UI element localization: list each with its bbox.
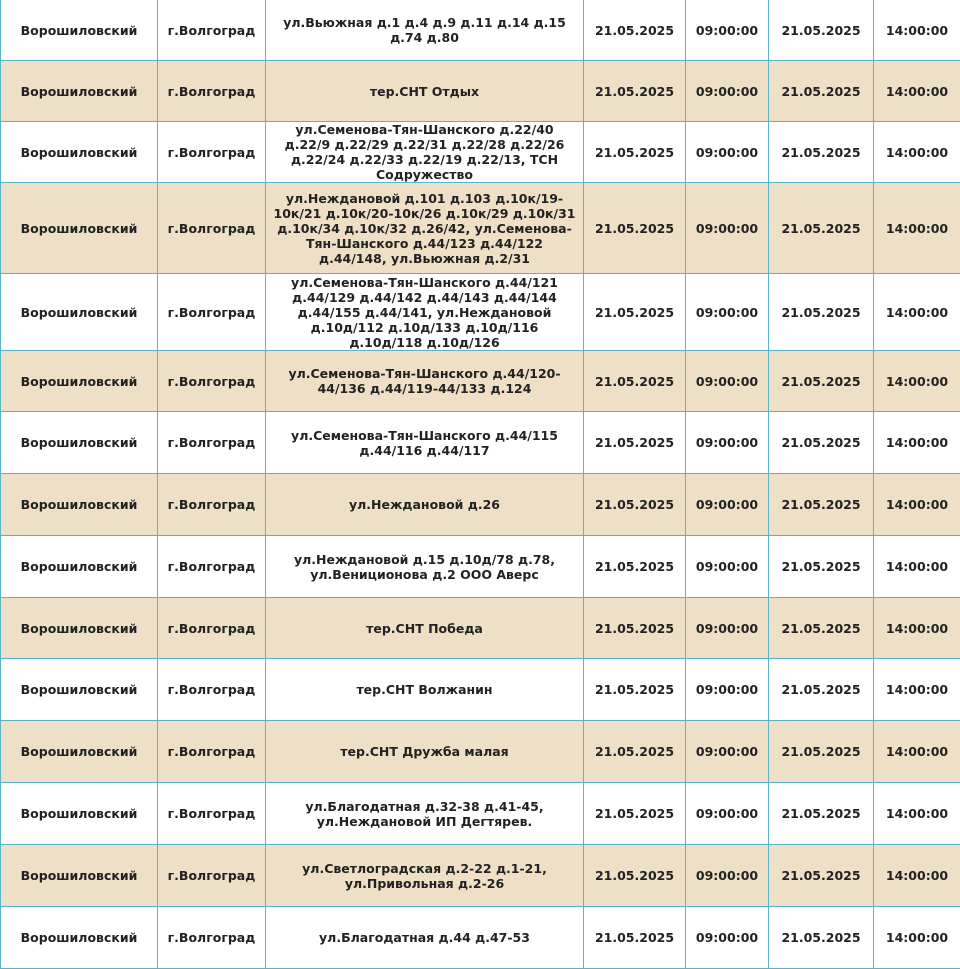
table-row — [1, 122, 960, 183]
start-time-cell: 09:00:00 — [686, 412, 769, 474]
table-row — [1, 783, 960, 845]
start-date-cell: 21.05.2025 — [584, 659, 686, 721]
start-date-cell: 21.05.2025 — [584, 0, 686, 61]
start-time-cell: 09:00:00 — [686, 598, 769, 659]
address-cell: ул.Благодатная д.44 д.47-53 — [266, 907, 584, 969]
city-cell: г.Волгоград — [158, 61, 266, 122]
start-date-cell: 21.05.2025 — [584, 474, 686, 536]
end-time-cell: 14:00:00 — [874, 412, 960, 474]
start-time-cell: 09:00:00 — [686, 61, 769, 122]
district-cell: Ворошиловский — [1, 845, 158, 907]
start-date-cell: 21.05.2025 — [584, 721, 686, 783]
end-date-cell: 21.05.2025 — [769, 721, 874, 783]
address-cell: ул.Неждановой д.101 д.103 д.10к/19-10к/21 д.10к/20-10к/26 д.10к/29 д.10к/31 д.10к/34 д.10к/32 д.26/42, ул.Семенова-Тян-Шанского д.44/123 д.44/122 д.44/148, ул.Вьюжная д.2/31 — [266, 183, 584, 274]
start-date-cell: 21.05.2025 — [584, 351, 686, 412]
address-cell: ул.Семенова-Тян-Шанского д.44/120-44/136 д.44/119-44/133 д.124 — [266, 351, 584, 412]
city-cell: г.Волгоград — [158, 907, 266, 969]
city-cell: г.Волгоград — [158, 783, 266, 845]
end-date-cell: 21.05.2025 — [769, 183, 874, 274]
district-cell: Ворошиловский — [1, 598, 158, 659]
city-cell: г.Волгоград — [158, 721, 266, 783]
address-cell: ул.Неждановой д.26 — [266, 474, 584, 536]
district-cell: Ворошиловский — [1, 659, 158, 721]
district-cell: Ворошиловский — [1, 0, 158, 61]
end-time-cell: 14:00:00 — [874, 61, 960, 122]
start-time-cell: 09:00:00 — [686, 721, 769, 783]
start-date-cell: 21.05.2025 — [584, 598, 686, 659]
start-date-cell: 21.05.2025 — [584, 536, 686, 598]
district-cell: Ворошиловский — [1, 536, 158, 598]
end-date-cell: 21.05.2025 — [769, 783, 874, 845]
start-date-cell: 21.05.2025 — [584, 783, 686, 845]
end-date-cell: 21.05.2025 — [769, 412, 874, 474]
end-date-cell: 21.05.2025 — [769, 0, 874, 61]
end-date-cell: 21.05.2025 — [769, 474, 874, 536]
address-cell: ул.Неждановой д.15 д.10д/78 д.78, ул.Вениционова д.2 ООО Аверс — [266, 536, 584, 598]
end-time-cell: 14:00:00 — [874, 783, 960, 845]
city-cell: г.Волгоград — [158, 412, 266, 474]
city-cell: г.Волгоград — [158, 0, 266, 61]
end-time-cell: 14:00:00 — [874, 351, 960, 412]
table-row — [1, 721, 960, 783]
city-cell: г.Волгоград — [158, 536, 266, 598]
table-row — [1, 659, 960, 721]
district-cell: Ворошиловский — [1, 351, 158, 412]
end-date-cell: 21.05.2025 — [769, 122, 874, 183]
end-time-cell: 14:00:00 — [874, 274, 960, 351]
end-date-cell: 21.05.2025 — [769, 845, 874, 907]
start-time-cell: 09:00:00 — [686, 183, 769, 274]
city-cell: г.Волгоград — [158, 274, 266, 351]
start-time-cell: 09:00:00 — [686, 659, 769, 721]
start-date-cell: 21.05.2025 — [584, 122, 686, 183]
start-time-cell: 09:00:00 — [686, 783, 769, 845]
end-time-cell: 14:00:00 — [874, 907, 960, 969]
table-row — [1, 274, 960, 351]
table-row — [1, 536, 960, 598]
city-cell: г.Волгоград — [158, 598, 266, 659]
start-time-cell: 09:00:00 — [686, 274, 769, 351]
district-cell: Ворошиловский — [1, 907, 158, 969]
city-cell: г.Волгоград — [158, 183, 266, 274]
table-row — [1, 183, 960, 274]
end-date-cell: 21.05.2025 — [769, 659, 874, 721]
table-row — [1, 598, 960, 659]
address-cell: тер.СНТ Отдых — [266, 61, 584, 122]
address-cell: ул.Вьюжная д.1 д.4 д.9 д.11 д.14 д.15 д.74 д.80 — [266, 0, 584, 61]
end-time-cell: 14:00:00 — [874, 659, 960, 721]
start-date-cell: 21.05.2025 — [584, 845, 686, 907]
table-row — [1, 0, 960, 61]
city-cell: г.Волгоград — [158, 659, 266, 721]
start-time-cell: 09:00:00 — [686, 122, 769, 183]
city-cell: г.Волгоград — [158, 845, 266, 907]
end-date-cell: 21.05.2025 — [769, 61, 874, 122]
start-time-cell: 09:00:00 — [686, 845, 769, 907]
end-time-cell: 14:00:00 — [874, 0, 960, 61]
end-date-cell: 21.05.2025 — [769, 274, 874, 351]
district-cell: Ворошиловский — [1, 783, 158, 845]
table-row — [1, 61, 960, 122]
start-time-cell: 09:00:00 — [686, 351, 769, 412]
address-cell: ул.Семенова-Тян-Шанского д.44/121 д.44/129 д.44/142 д.44/143 д.44/144 д.44/155 д.44/141, ул.Неждановой д.10д/112 д.10д/133 д.10д/116 д.10д/118 д.10д/126 — [266, 274, 584, 351]
end-time-cell: 14:00:00 — [874, 598, 960, 659]
district-cell: Ворошиловский — [1, 474, 158, 536]
district-cell: Ворошиловский — [1, 61, 158, 122]
address-cell: тер.СНТ Победа — [266, 598, 584, 659]
end-time-cell: 14:00:00 — [874, 122, 960, 183]
address-cell: тер.СНТ Волжанин — [266, 659, 584, 721]
start-time-cell: 09:00:00 — [686, 474, 769, 536]
district-cell: Ворошиловский — [1, 412, 158, 474]
end-time-cell: 14:00:00 — [874, 845, 960, 907]
end-date-cell: 21.05.2025 — [769, 598, 874, 659]
end-time-cell: 14:00:00 — [874, 183, 960, 274]
start-date-cell: 21.05.2025 — [584, 61, 686, 122]
end-date-cell: 21.05.2025 — [769, 907, 874, 969]
address-cell: ул.Светлоградская д.2-22 д.1-21, ул.Привольная д.2-26 — [266, 845, 584, 907]
address-cell: ул.Семенова-Тян-Шанского д.22/40 д.22/9 д.22/29 д.22/31 д.22/28 д.22/26 д.22/24 д.22/33 д.22/19 д.22/13, ТСН Содружество — [266, 122, 584, 183]
start-date-cell: 21.05.2025 — [584, 274, 686, 351]
district-cell: Ворошиловский — [1, 122, 158, 183]
table-row — [1, 351, 960, 412]
address-cell: тер.СНТ Дружба малая — [266, 721, 584, 783]
end-time-cell: 14:00:00 — [874, 474, 960, 536]
table-row — [1, 907, 960, 969]
start-time-cell: 09:00:00 — [686, 0, 769, 61]
district-cell: Ворошиловский — [1, 183, 158, 274]
start-date-cell: 21.05.2025 — [584, 183, 686, 274]
end-time-cell: 14:00:00 — [874, 721, 960, 783]
start-date-cell: 21.05.2025 — [584, 412, 686, 474]
end-date-cell: 21.05.2025 — [769, 351, 874, 412]
city-cell: г.Волгоград — [158, 351, 266, 412]
address-cell: ул.Благодатная д.32-38 д.41-45, ул.Неждановой ИП Дегтярев. — [266, 783, 584, 845]
end-date-cell: 21.05.2025 — [769, 536, 874, 598]
table-row — [1, 412, 960, 474]
start-date-cell: 21.05.2025 — [584, 907, 686, 969]
district-cell: Ворошиловский — [1, 274, 158, 351]
table-row — [1, 845, 960, 907]
address-cell: ул.Семенова-Тян-Шанского д.44/115 д.44/116 д.44/117 — [266, 412, 584, 474]
table-row — [1, 474, 960, 536]
end-time-cell: 14:00:00 — [874, 536, 960, 598]
start-time-cell: 09:00:00 — [686, 536, 769, 598]
city-cell: г.Волгоград — [158, 122, 266, 183]
district-cell: Ворошиловский — [1, 721, 158, 783]
start-time-cell: 09:00:00 — [686, 907, 769, 969]
city-cell: г.Волгоград — [158, 474, 266, 536]
